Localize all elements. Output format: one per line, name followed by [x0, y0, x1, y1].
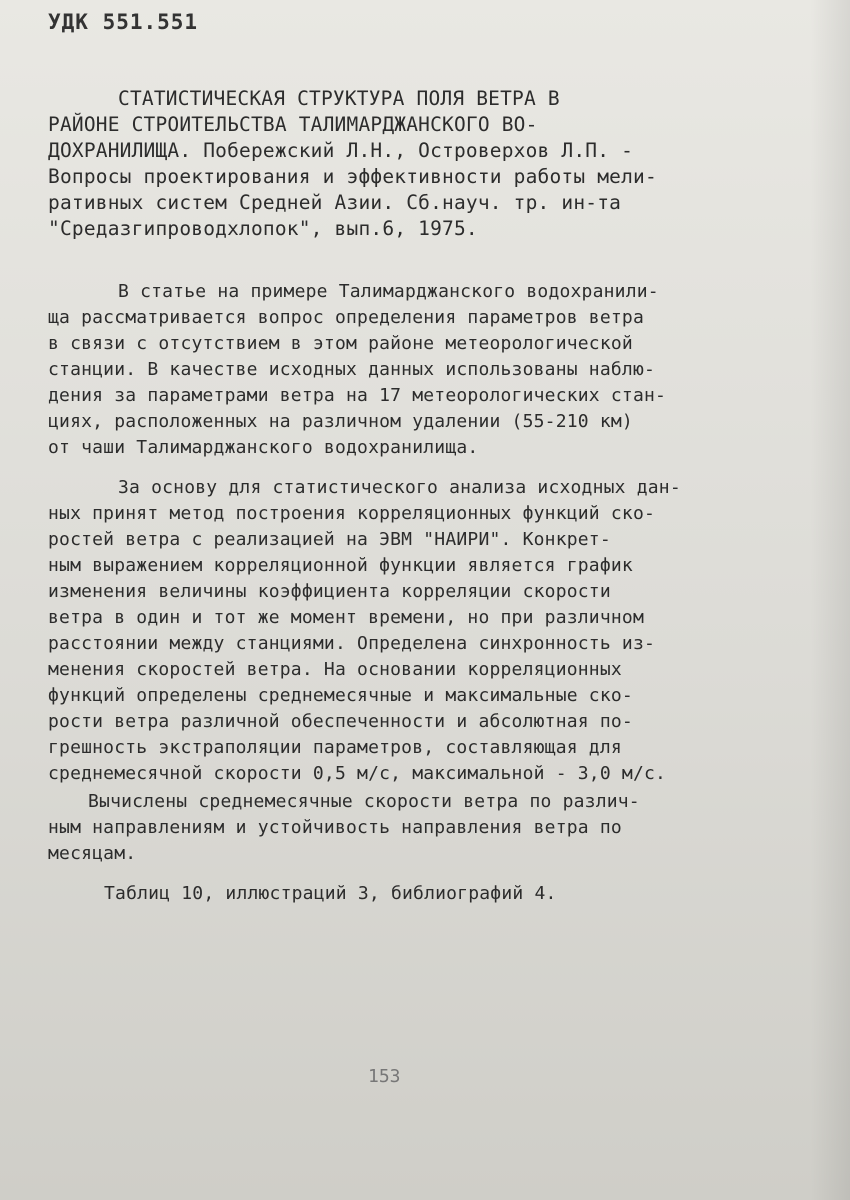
page-shadow: [810, 0, 850, 1200]
paragraph-line: В статье на примере Талимарджанского водохранили-: [118, 281, 659, 302]
paragraph-line: ным выражением корреляционной функции является график: [48, 555, 633, 576]
paragraph-line: ных принят метод построения корреляционных функций ско-: [48, 503, 656, 524]
reference-line: СТАТИСТИЧЕСКАЯ СТРУКТУРА ПОЛЯ ВЕТРА В: [118, 87, 560, 110]
paragraph-line: изменения величины коэффициента корреляции скорости: [48, 581, 611, 602]
paragraph-line: ным направлениям и устойчивость направления ветра по: [48, 817, 622, 838]
paragraph-line: За основу для статистического анализа исходных дан-: [118, 477, 681, 498]
paragraph-line: ростей ветра с реализацией на ЭВМ "НАИРИ". Конкрет-: [48, 529, 611, 550]
paragraph-line: ветра в один и тот же момент времени, но при различном: [48, 607, 644, 628]
paragraph-line: грешность экстраполяции параметров, составляющая для: [48, 737, 622, 758]
reference-line: Вопросы проектирования и эффективности работы мели-: [48, 165, 657, 188]
paragraph-line: менения скоростей ветра. На основании корреляционных: [48, 659, 622, 680]
paragraph-line: расстоянии между станциями. Определена синхронность из-: [48, 633, 656, 654]
paragraph-line: от чаши Талимарджанского водохранилища.: [48, 437, 479, 458]
reference-line: ДОХРАНИЛИЩА. Побережский Л.Н., Островерхов Л.П. -: [48, 139, 634, 162]
paragraph-line: среднемесячной скорости 0,5 м/с, максимальной - 3,0 м/с.: [48, 763, 667, 784]
page-number: 153: [368, 1066, 401, 1087]
paragraph-line: дения за параметрами ветра на 17 метеорологических стан-: [48, 385, 667, 406]
reference-line: ративных систем Средней Азии. Сб.науч. тр. ин-та: [48, 191, 622, 214]
reference-line: "Средазгипроводхлопок", вып.6, 1975.: [48, 217, 478, 240]
paragraph-line: ща рассматривается вопрос определения параметров ветра: [48, 307, 644, 328]
paragraph-line: циях, расположенных на различном удалении (55-210 км): [48, 411, 633, 432]
paragraph-line: Вычислены среднемесячные скорости ветра по различ-: [88, 791, 640, 812]
paragraph-line: станции. В качестве исходных данных использованы наблю-: [48, 359, 656, 380]
udc-code: УДК 551.551: [48, 10, 199, 34]
reference-line: РАЙОНЕ СТРОИТЕЛЬСТВА ТАЛИМАРДЖАНСКОГО ВО-: [48, 113, 538, 136]
summary-line: Таблиц 10, иллюстраций 3, библиографий 4.: [104, 883, 557, 904]
paragraph-line: в связи с отсутствием в этом районе метеорологической: [48, 333, 633, 354]
paragraph-line: месяцам.: [48, 843, 137, 864]
paragraph-line: рости ветра различной обеспеченности и абсолютная по-: [48, 711, 633, 732]
paragraph-line: функций определены среднемесячные и максимальные ско-: [48, 685, 633, 706]
